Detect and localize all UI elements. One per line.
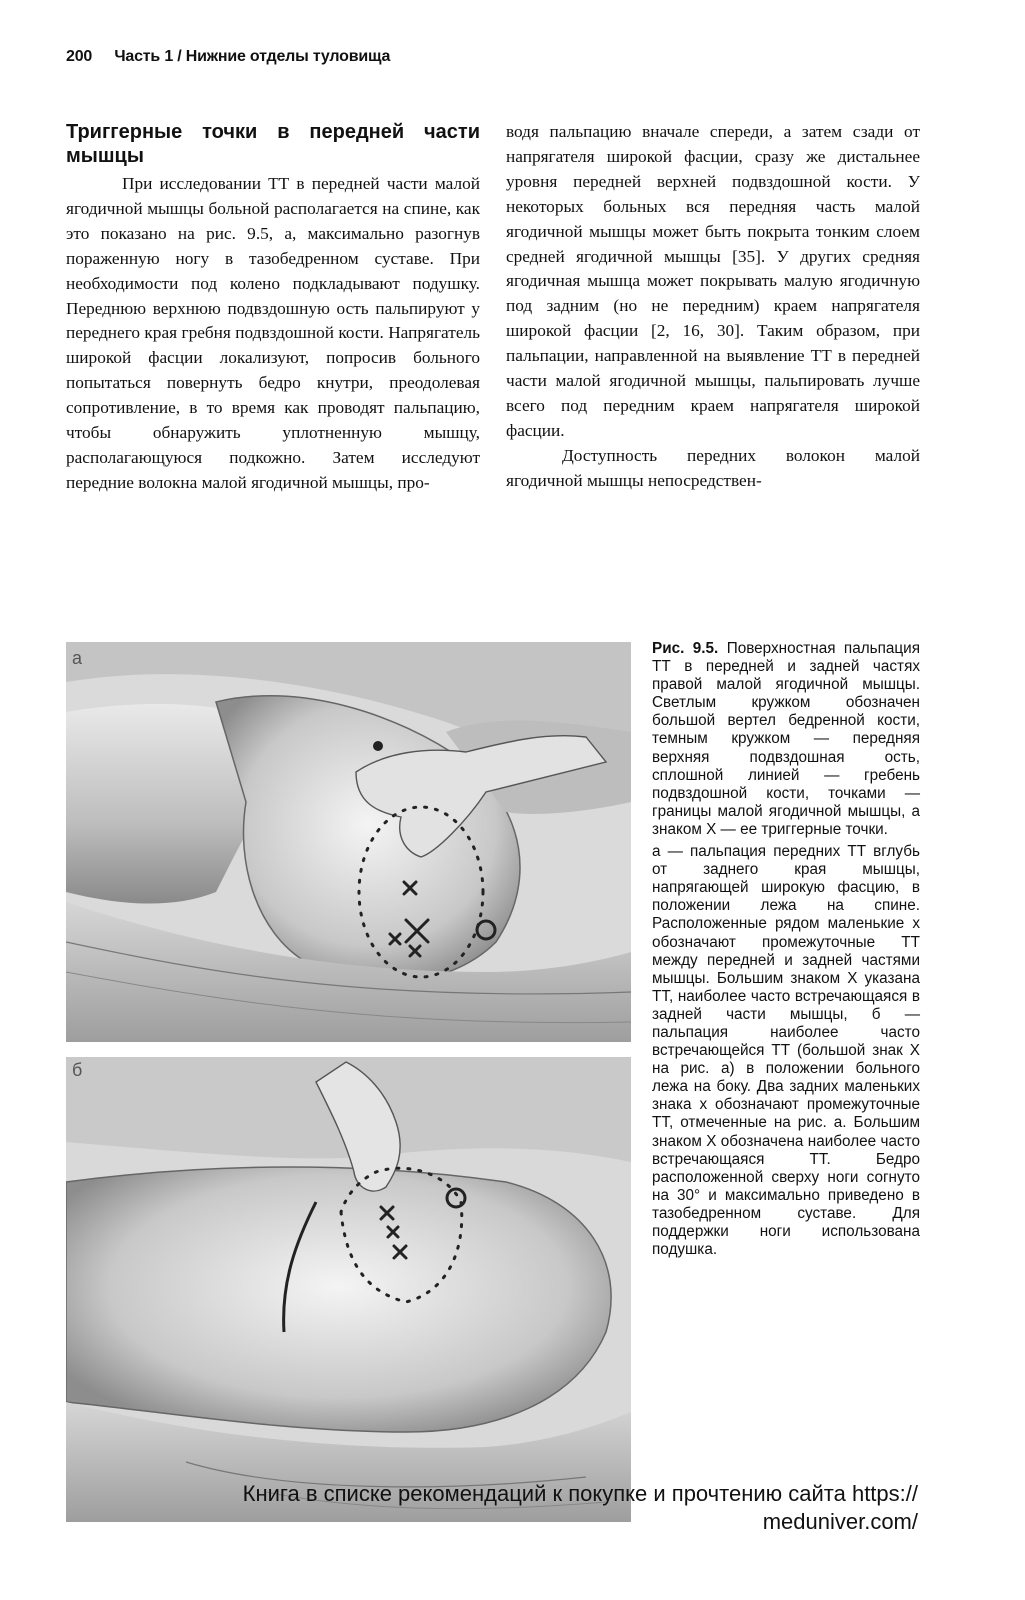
section-title: Триггерные точки в передней части мышцы bbox=[66, 121, 480, 167]
page-number: 200 bbox=[66, 48, 93, 65]
caption-main: Поверхностная пальпация ТТ в передней и задней частях правой малой ягодичной мышцы. Светлым кружком обозначен большой вертел бедренной кости, темным кружком — передняя верхняя подвздошная ость, сплошной линией — гребень подвздошной кости, точками — границы малой ягодичной мышцы, а знаком X — ее триггерные точки. bbox=[652, 640, 920, 838]
panel-a bbox=[66, 642, 631, 1042]
caption-panels: а — пальпация передних ТТ вглубь от заднего края мышцы, напрягающей широкую фасцию, в положении лежа на спине. Расположенные рядом маленькие x обозначают промежуточные ТТ между передней и задней частями мышцы. Большим знаком X указана ТТ, наиболее часто встречающаяся в задней части мышцы, б — пальпация наиболее часто встречающейся ТТ (большой знак X на рис. а) в положении больного лежа на боку. Два задних маленьких знака x обозначают промежуточные ТТ, отмеченные на рис. а. Большим знаком X обозначена наиболее часто встречающаяся ТТ. Бедро расположенной сверху ноги согнуто на 30° и максимально приведено в тазобедренном суставе. Для поддержки ноги использована подушка. bbox=[652, 843, 920, 1259]
running-header bbox=[66, 48, 946, 66]
figure-caption bbox=[652, 640, 920, 1259]
figure-illustration bbox=[66, 642, 631, 1522]
right-paragraph-2: Доступность передних волокон малой ягодичной мышцы непосредствен- bbox=[506, 445, 920, 490]
left-paragraph-1: При исследовании ТТ в передней части малой ягодичной мышцы больной располагается на спине, как это показано на рис. 9.5, а, максимально разогнув пораженную ногу в тазобедренном суставе. При необходимости под колено подкладывают подушку. Переднюю верхнюю подвздошную ость пальпируют у переднего края гребня подвздошной кости. Напрягатель широкой фасции локализуют, попросив больного попытаться повернуть бедро кнутри, преодолевая сопротивление, в то время как проводят пальпацию, чтобы обнаружить уплотненную мышцу, располагающуюся подкожно. Затем исследуют передние волокна малой ягодичной мышцы, про- bbox=[66, 174, 480, 492]
caption-label: Рис. 9.5. bbox=[652, 640, 719, 657]
figure-9-5 bbox=[66, 642, 631, 1522]
left-column bbox=[66, 120, 480, 496]
running-title: Часть 1 / Нижние отделы туловища bbox=[114, 48, 391, 65]
panel-b bbox=[66, 1057, 631, 1522]
panel-b-label: б bbox=[72, 1060, 83, 1080]
right-column bbox=[506, 120, 920, 494]
watermark: Книга в списке рекомендаций к покупке и прочтению сайта https:// meduniver.com/ bbox=[242, 1481, 918, 1534]
right-paragraph-1: водя пальпацию вначале спереди, а затем сзади от напрягателя широкой фасции, сразу же дистальнее уровня передней верхней подвздошной кости. У некоторых больных вся передняя часть малой ягодичной мышцы может быть покрыта тонким слоем средней ягодичной мышцы [35]. У других средняя ягодичная мышца может покрывать малую ягодичную под задним (но не передним) краем напрягателя широкой фасции [2, 16, 30]. Таким образом, при пальпации, направленной на выявление ТТ в передней части малой ягодичной мышцы, пальпировать лучше всего под передним краем напрягателя широкой фасции. bbox=[506, 122, 920, 440]
panel-a-label: а bbox=[72, 648, 83, 668]
